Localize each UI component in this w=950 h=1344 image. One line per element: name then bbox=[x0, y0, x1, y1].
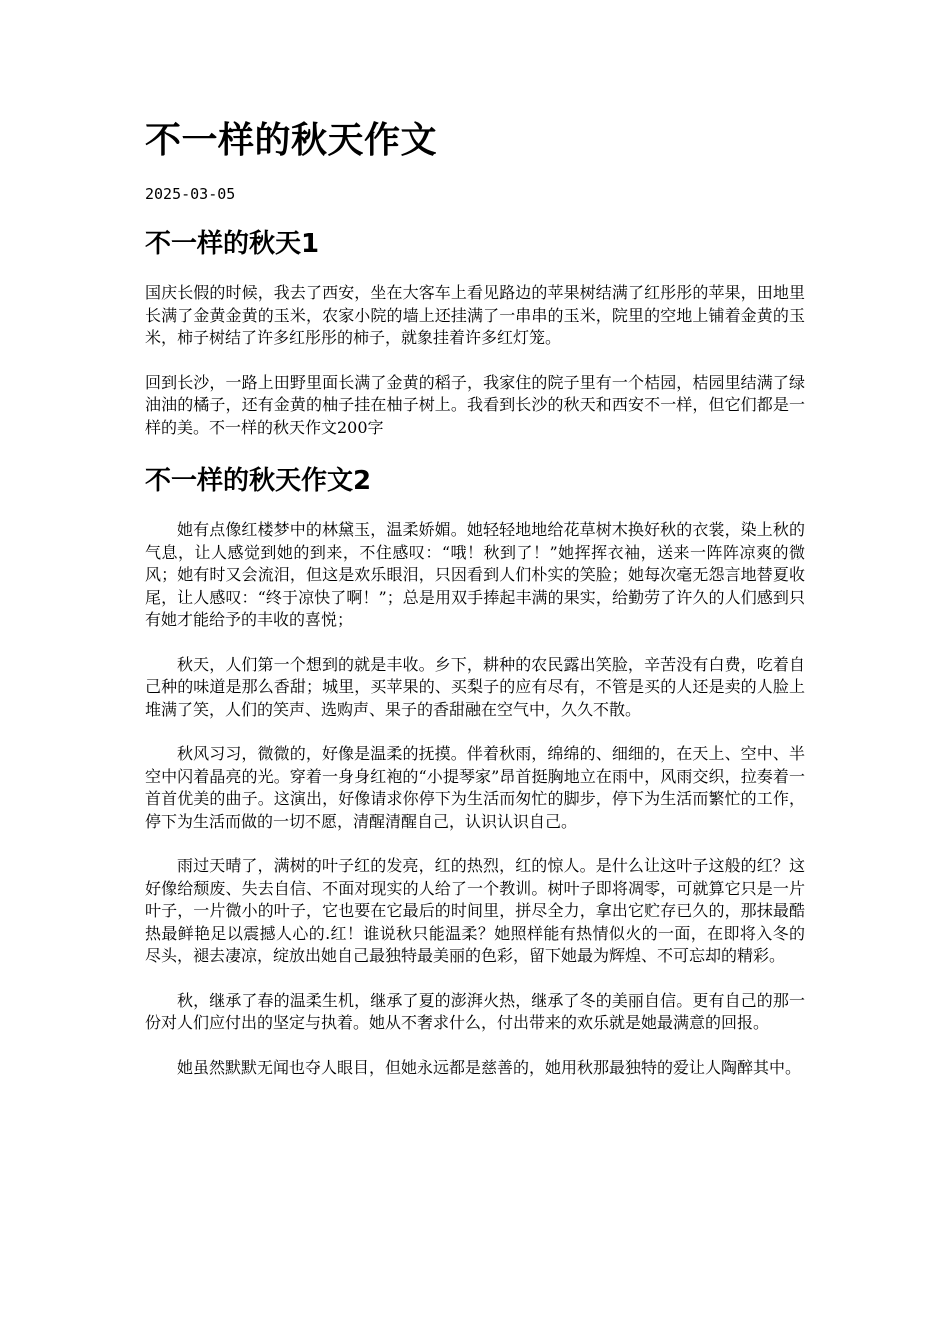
section-heading-1: 不一样的秋天1 bbox=[145, 229, 320, 259]
section-2-body bbox=[145, 519, 805, 1079]
paragraph: 秋风习习，微微的，好像是温柔的抚摸。伴着秋雨，绵绵的、细细的，在天上、空中、半空中闪着晶亮的光。穿着一身身红袍的“小提琴家”昂首挺胸地立在雨中，风雨交织，拉奏着一首首优美的曲子。这演出，好像请求你停下为生活而匆忙的脚步，停下为生活而繁忙的工作，停下为生活而做的一切不愿，清醒清醒自己，认识认识自己。 bbox=[145, 744, 805, 831]
document-page bbox=[145, 112, 805, 1079]
paragraph: 回到长沙，一路上田野里面长满了金黄的稻子，我家住的院子里有一个桔园，桔园里结满了绿油油的橘子，还有金黄的柚子挂在柚子树上。我看到长沙的秋天和西安不一样，但它们都是一样的美。不一样的秋天作文200字 bbox=[145, 372, 805, 437]
section-1-body bbox=[145, 282, 805, 439]
publish-date: 2025-03-05 bbox=[145, 185, 236, 203]
paragraph: 她虽然默默无闻也夺人眼目，但她永远都是慈善的，她用秋那最独特的爱让人陶醉其中。 bbox=[177, 1057, 802, 1077]
paragraph: 雨过天晴了，满树的叶子红的发亮，红的热烈，红的惊人。是什么让这叶子这般的红？这好像给颓废、失去自信、不面对现实的人给了一个教训。树叶子即将凋零，可就算它只是一片叶子，一片微小的叶子，它也要在它最后的时间里，拼尽全力，拿出它贮存已久的，那抹最酷热最鲜艳足以震撼人心的.红！谁说秋只能温柔？她照样能有热情似火的一面，在即将入冬的尽头，褪去凄凉，绽放出她自己最独特最美丽的色彩，留下她最为辉煌、不可忘却的精彩。 bbox=[145, 856, 805, 965]
paragraph: 秋，继承了春的温柔生机，继承了夏的澎湃火热，继承了冬的美丽自信。更有自己的那一份对人们应付出的坚定与执着。她从不奢求什么，付出带来的欢乐就是她最满意的回报。 bbox=[145, 990, 805, 1032]
paragraph: 她有点像红楼梦中的林黛玉，温柔娇媚。她轻轻地地给花草树木换好秋的衣裳，染上秋的气息，让人感觉到她的到来，不住感叹：“哦！秋到了！”她挥挥衣袖，送来一阵阵凉爽的微风；她有时又会流泪，但这是欢乐眼泪，只因看到人们朴实的笑脸；她每次毫无怨言地替夏收尾，让人感叹：“终于凉快了啊！”；总是用双手捧起丰满的果实，给勤劳了许久的人们感到只有她才能给予的丰收的喜悦； bbox=[145, 520, 805, 629]
document-title: 不一样的秋天作文 bbox=[145, 120, 438, 161]
section-heading-2: 不一样的秋天作文2 bbox=[145, 466, 372, 496]
paragraph: 秋天，人们第一个想到的就是丰收。乡下，耕种的农民露出笑脸，辛苦没有白费，吃着自己种的味道是那么香甜；城里，买苹果的、买梨子的应有尽有，不管是买的人还是卖的人脸上堆满了笑，人们的笑声、选购声、果子的香甜融在空气中，久久不散。 bbox=[145, 654, 805, 719]
paragraph: 国庆长假的时候，我去了西安，坐在大客车上看见路边的苹果树结满了红彤彤的苹果，田地里长满了金黄金黄的玉米，农家小院的墙上还挂满了一串串的玉米，院里的空地上铺着金黄的玉米，柿子树结了许多红彤彤的柿子，就象挂着许多红灯笼。 bbox=[145, 283, 805, 347]
